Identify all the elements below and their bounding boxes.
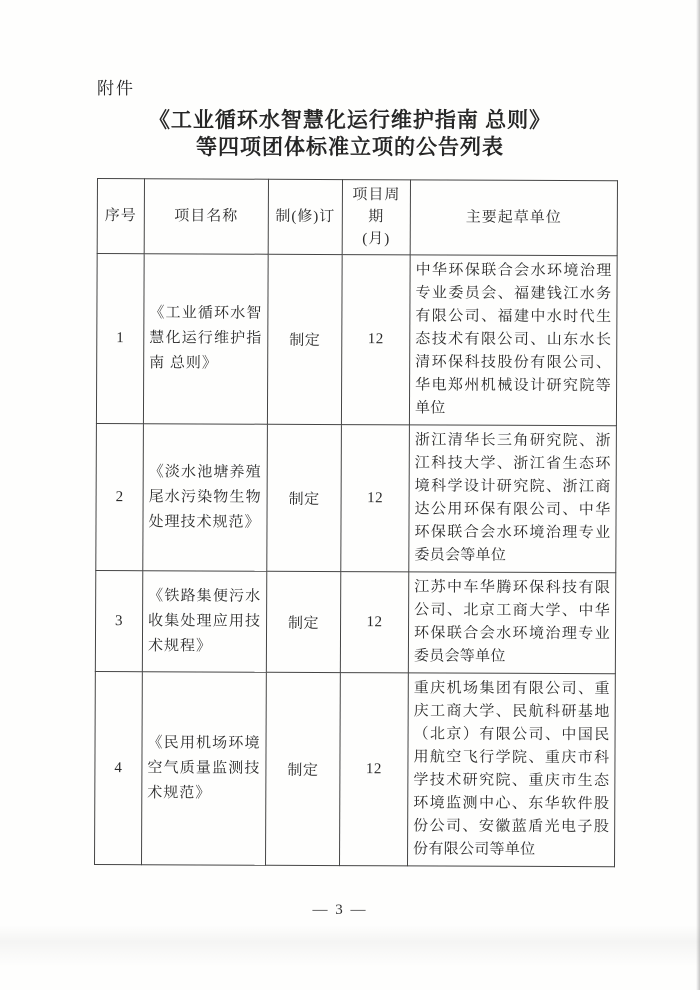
table-row [95, 570, 615, 673]
cell-period: 12 [340, 673, 409, 866]
cell-drafting-units: 中华环保联合会水环境治理专业委员会、福建钱江水务有限公司、福建中水时代生态技术有限公司、山东水长清环保科技股份有限公司、华电郑州机械设计研究院等单位 [409, 255, 617, 426]
header-revision: 制(修)订 [268, 179, 342, 254]
table-row [96, 423, 617, 572]
title-line-2: 等四项团体标准立项的公告列表 [196, 135, 504, 159]
cell-period: 12 [340, 572, 408, 673]
page-number: — 3 — [312, 902, 368, 918]
cell-project-name: 《民用机场环境空气质量监测技术规范》 [142, 672, 267, 866]
cell-revision: 制定 [267, 424, 342, 571]
cell-index: 2 [96, 423, 144, 570]
document-title [0, 107, 700, 161]
cell-revision: 制定 [267, 254, 342, 424]
cell-period: 12 [341, 255, 410, 425]
cell-project-name: 《工业循环水智慧化运行维护指南 总则》 [143, 254, 268, 425]
scan-edge [696, 0, 700, 990]
cell-project-name: 《铁路集便污水收集处理应用技术规程》 [142, 571, 266, 673]
scan-shadow [0, 925, 700, 967]
header-project-name: 项目名称 [144, 179, 268, 255]
cell-period: 12 [341, 425, 410, 572]
cell-revision: 制定 [266, 672, 341, 865]
cell-index: 1 [96, 254, 144, 424]
table-header-row [97, 179, 617, 256]
header-index: 序号 [97, 179, 144, 254]
cell-project-name: 《淡水池塘养殖尾水污染物生物处理技术规范》 [143, 424, 268, 572]
cell-index: 3 [95, 570, 142, 671]
attachment-label: 附件 [97, 79, 135, 98]
table-row [96, 254, 617, 426]
cell-index: 4 [95, 671, 143, 864]
table-row [95, 671, 616, 866]
cell-drafting-units: 重庆机场集团有限公司、重庆工商大学、民航科研基地（北京）有限公司、中国民用航空飞行学院、重庆市科学技术研究院、重庆市生态环境监测中心、东华软件股份公司、安徽蓝盾光电子股份有限公司等单位 [408, 673, 616, 867]
header-drafting-units: 主要起草单位 [410, 180, 617, 256]
header-period-line2: (月) [362, 231, 391, 248]
standards-table [94, 178, 618, 867]
title-line-1: 《工业循环水智慧化运行维护指南 总则》 [148, 108, 552, 132]
cell-drafting-units: 江苏中车华腾环保科技有限公司、北京工商大学、中华环保联合会水环境治理专业委员会等单位 [408, 572, 615, 674]
cell-revision: 制定 [266, 571, 340, 672]
header-period [342, 180, 410, 255]
header-period-line1: 项目周期 [352, 187, 401, 226]
cell-drafting-units: 浙江清华长三角研究院、浙江科技大学、浙江省生态环境科学设计研究院、浙江商达公用环保有限公司、中华环保联合会水环境治理专业委员会等单位 [409, 425, 617, 573]
